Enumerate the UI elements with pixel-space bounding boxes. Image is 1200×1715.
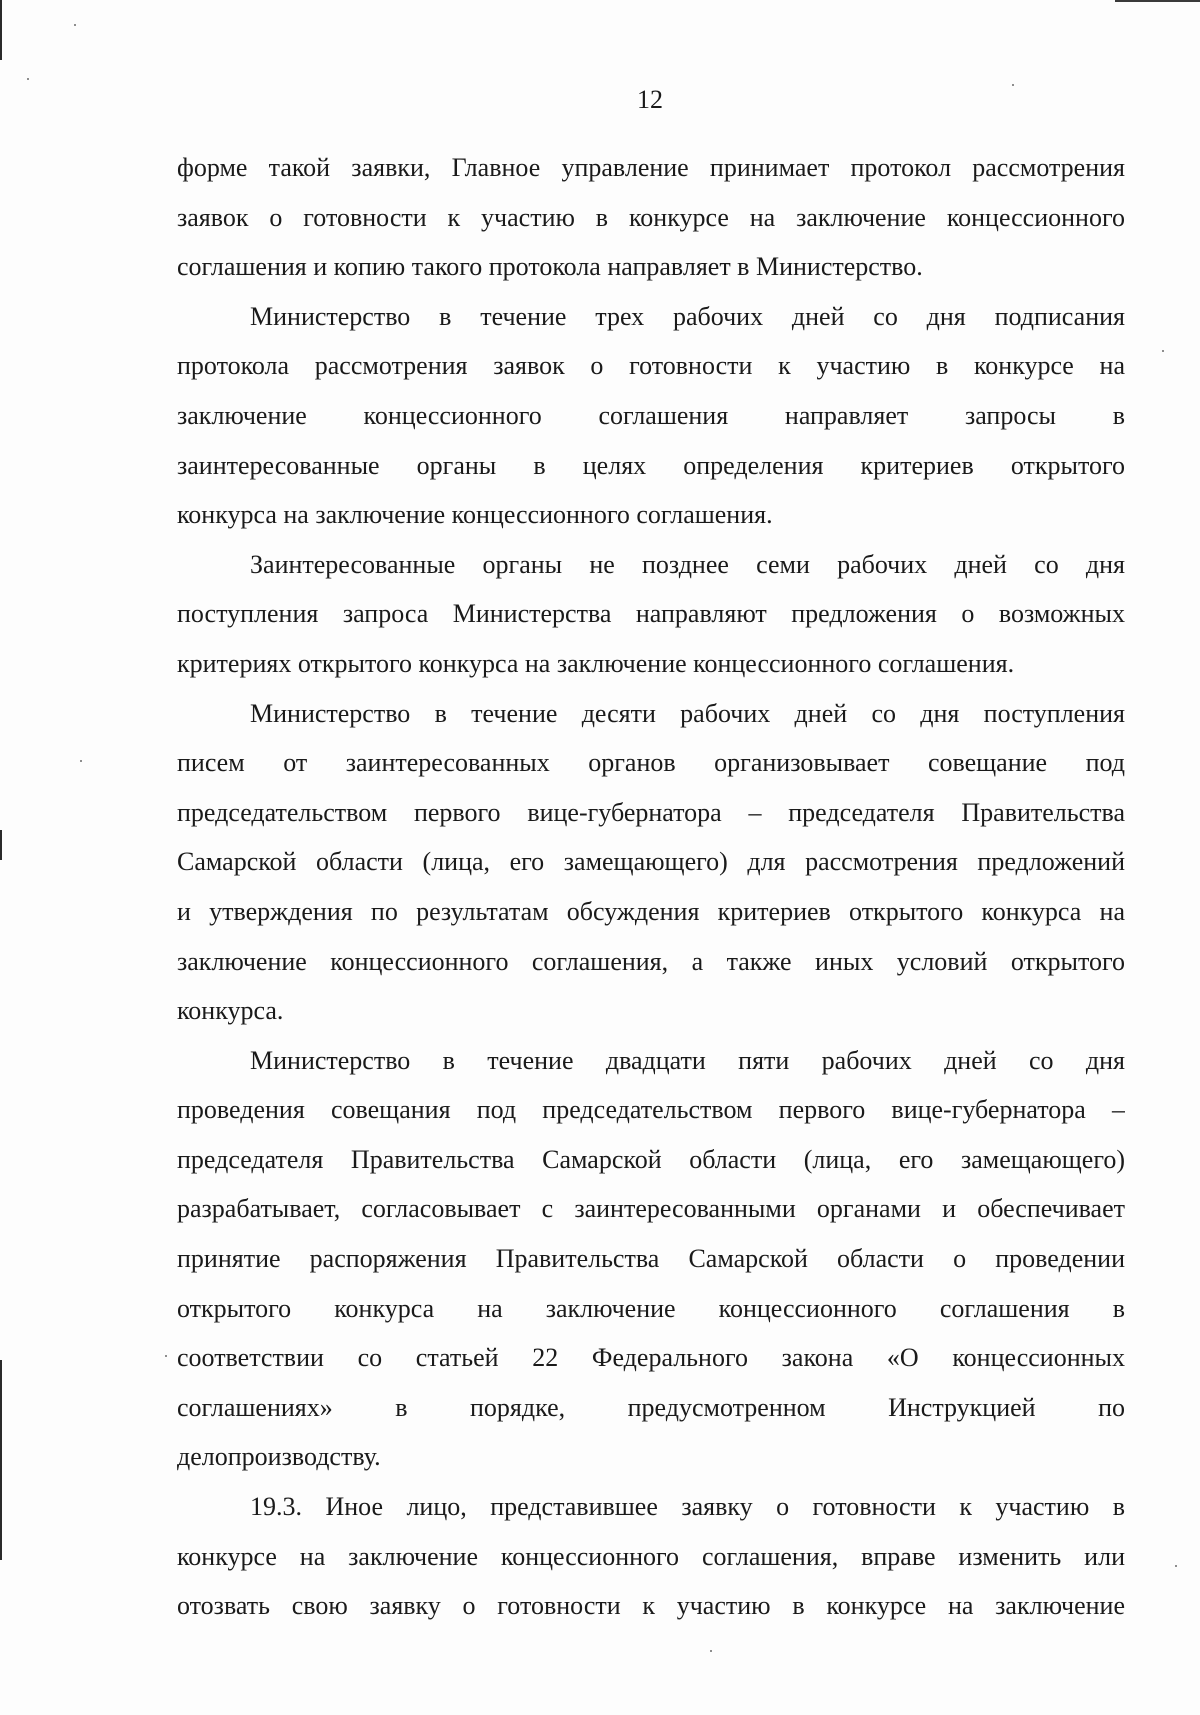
text-line: Самарской области (лица, его замещающего) для рассмотрения предложений [177, 847, 1125, 877]
text-line: делопроизводству. [177, 1442, 381, 1472]
scan-speck [74, 24, 76, 26]
text-line: критериях открытого конкурса на заключение концессионного соглашения. [177, 648, 1015, 678]
text-line: председательством первого вице-губернатора – председателя Правительства [177, 797, 1125, 827]
scan-edge-left-mid [0, 830, 2, 860]
scan-speck [1162, 350, 1164, 352]
text-line: Заинтересованные органы не позднее семи рабочих дней со дня [250, 549, 1125, 579]
scan-speck [710, 1650, 712, 1652]
text-line: форме такой заявки, Главное управление принимает протокол рассмотрения [177, 153, 1125, 182]
text-line: соответствии со статьей 22 Федерального закона «О концессионных [177, 1343, 1125, 1373]
text-line: поступления запроса Министерства направляют предложения о возможных [177, 599, 1125, 629]
text-line: Министерство в течение двадцати пяти рабочих дней со дня [250, 1045, 1125, 1075]
text-line: Министерство в течение трех рабочих дней со дня подписания [250, 301, 1125, 331]
scan-edge-top-right [1115, 0, 1200, 2]
text-line: соглашения и копию такого протокола направляет в Министерство. [177, 252, 923, 282]
text-line: 19.3. Иное лицо, представившее заявку о готовности к участию в [250, 1492, 1125, 1522]
text-line: председателя Правительства Самарской области (лица, его замещающего) [177, 1144, 1125, 1174]
text-line: писем от заинтересованных органов организовывает совещание под [177, 748, 1125, 778]
scan-speck [165, 1355, 167, 1357]
text-line: отозвать свою заявку о готовности к участию в конкурсе на заключение [177, 1591, 1125, 1621]
text-line: конкурса. [177, 996, 284, 1026]
text-line: конкурса на заключение концессионного соглашения. [177, 500, 773, 530]
text-line: заявок о готовности к участию в конкурсе на заключение концессионного [177, 202, 1125, 232]
text-line: проведения совещания под председательством первого вице-губернатора – [177, 1095, 1125, 1125]
text-line: и утверждения по результатам обсуждения критериев открытого конкурса на [177, 896, 1125, 926]
scan-speck [80, 760, 82, 762]
text-line: конкурсе на заключение концессионного соглашения, вправе изменить или [177, 1541, 1125, 1571]
scan-speck [1175, 1565, 1177, 1567]
text-line: Министерство в течение десяти рабочих дней со дня поступления [250, 698, 1125, 728]
text-line: принятие распоряжения Правительства Самарской области о проведении [177, 1244, 1125, 1274]
text-line: соглашениях» в порядке, предусмотренном Инструкцией по [177, 1392, 1125, 1422]
text-line: открытого конкурса на заключение концессионного соглашения в [177, 1293, 1125, 1323]
page-number: 12 [637, 85, 663, 114]
text-line: заключение концессионного соглашения направляет запросы в [177, 400, 1125, 430]
text-line: разрабатывает, согласовывает с заинтересованными органами и обеспечивает [177, 1194, 1125, 1224]
text-line: протокола рассмотрения заявок о готовности к участию в конкурсе на [177, 351, 1125, 381]
scan-edge-left-bottom [0, 1360, 2, 1560]
document-body [177, 143, 1125, 1631]
scan-speck [27, 78, 29, 80]
scan-edge-left-top [0, 0, 2, 60]
text-line: заинтересованные органы в целях определения критериев открытого [177, 450, 1125, 480]
text-line: заключение концессионного соглашения, а также иных условий открытого [177, 946, 1125, 976]
